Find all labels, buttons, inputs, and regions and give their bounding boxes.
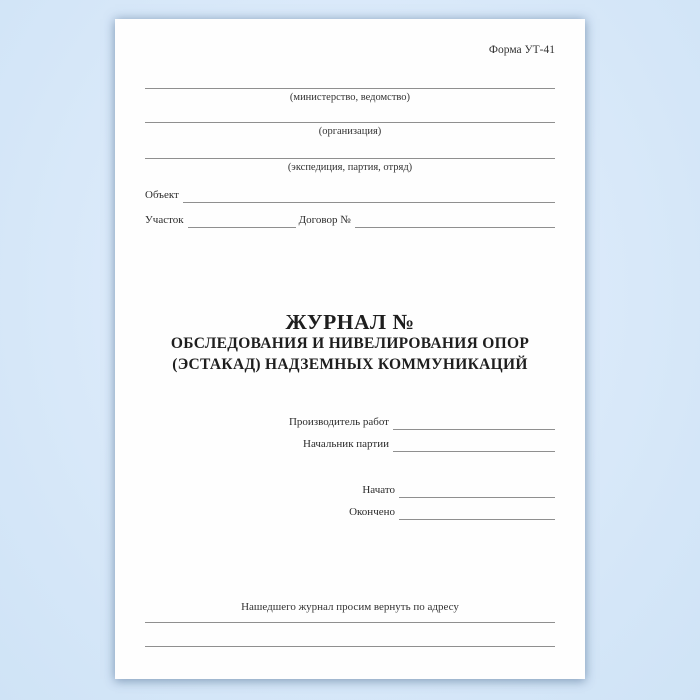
finished-row [145,504,555,520]
organization-caption: (организация) [318,126,382,137]
work-supervisor-row [145,414,555,430]
expedition-blank-line [145,158,555,159]
journal-title-line1: ЖУРНАЛ № [285,310,415,334]
return-note: Нашедшего журнал просим вернуть по адресу [241,601,459,613]
party-chief-blank-line [393,436,555,452]
return-address-line-2 [145,646,555,647]
journal-title-line2: ОБСЛЕДОВАНИЯ И НИВЕЛИРОВАНИЯ ОПОР [170,335,530,352]
ministry-caption: (министерство, ведомство) [289,92,411,103]
organization-blank-line [145,122,555,123]
contract-label: Договор № [298,214,351,226]
ministry-blank-line [145,88,555,89]
work-supervisor-label: Производитель работ [288,416,389,428]
object-label: Объект [145,189,179,201]
started-label: Начато [362,484,395,496]
party-chief-row [145,436,555,452]
section-contract-row [145,212,555,228]
contract-blank-line [355,212,555,228]
form-cover-page [115,19,585,679]
journal-title-line3: (ЭСТАКАД) НАДЗЕМНЫХ КОММУНИКАЦИЙ [172,356,528,373]
finished-blank-line [399,504,555,520]
work-supervisor-blank-line [393,414,555,430]
journal-title [145,311,555,375]
form-code-label: Форма УТ-41 [488,44,555,56]
finished-label: Окончено [349,506,395,518]
return-address-line-1 [145,622,555,623]
object-blank-line [183,187,555,203]
started-row [145,482,555,498]
started-blank-line [399,482,555,498]
party-chief-label: Начальник партии [303,438,389,450]
section-blank-line [188,212,296,228]
object-row [145,187,555,203]
expedition-caption: (экспедиция, партия, отряд) [287,162,413,173]
section-label: Участок [145,214,184,226]
